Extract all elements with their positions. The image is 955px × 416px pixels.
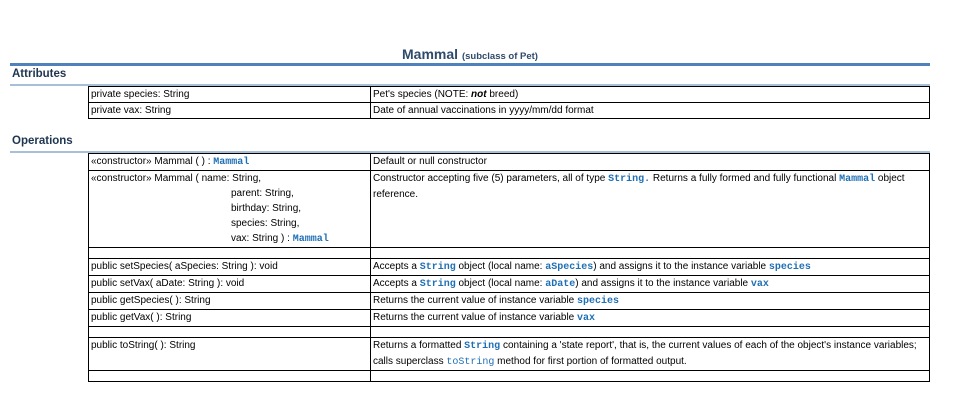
operation-description: Returns the current value of instance variable species	[371, 293, 930, 310]
attribute-description: Date of annual vaccinations in yyyy/mm/dd format	[371, 103, 930, 119]
operation-description: Returns the current value of instance variable vax	[371, 310, 930, 327]
table-row-spacer	[89, 327, 930, 338]
operations-table	[88, 153, 930, 382]
operation-signature: public getSpecies( ): String	[89, 293, 371, 310]
operation-signature: «constructor» Mammal ( ) : Mammal	[89, 154, 371, 171]
table-row	[89, 154, 930, 171]
table-row	[89, 171, 930, 248]
table-row-spacer	[89, 371, 930, 382]
attribute-description: Pet's species (NOTE: not breed)	[371, 87, 930, 103]
table-row	[89, 276, 930, 293]
title-rule	[10, 63, 930, 66]
operation-description: Returns a formatted String containing a 'state report', that is, the current values of each of the object's instance variables; calls superclass toString method for first portion of formatted output.	[371, 338, 930, 371]
table-row	[89, 259, 930, 276]
param-species: species: String,	[231, 218, 300, 229]
class-subtitle: (subclass of Pet)	[461, 51, 538, 62]
table-row	[89, 338, 930, 371]
table-row	[89, 310, 930, 327]
param-parent: parent: String,	[231, 188, 294, 199]
emphasis-not: not	[471, 89, 487, 100]
class-name: Mammal	[402, 46, 459, 62]
operation-signature: «constructor» Mammal ( name: String, parent: String, birthday: String, species: String, vax: String ) : Mammal	[89, 171, 371, 248]
operation-signature: public getVax( ): String	[89, 310, 371, 327]
return-type: Mammal	[213, 157, 250, 168]
operation-signature: public setVax( aDate: String ): void	[89, 276, 371, 293]
table-row	[89, 87, 930, 103]
operation-description: Accepts a String object (local name: aDate) and assigns it to the instance variable vax	[371, 276, 930, 293]
operation-description: Default or null constructor	[371, 154, 930, 171]
table-row	[89, 293, 930, 310]
attributes-table	[88, 86, 930, 119]
param-birthday: birthday: String,	[231, 203, 302, 214]
attribute-signature: private species: String	[89, 87, 371, 103]
class-title	[0, 46, 940, 62]
operation-signature: public setSpecies( aSpecies: String ): void	[89, 259, 371, 276]
param-vax: vax: String ) : Mammal	[231, 233, 329, 245]
operations-heading: Operations	[12, 135, 73, 147]
return-type: Mammal	[292, 234, 329, 245]
operation-description: Constructor accepting five (5) parameters, all of type String. Returns a fully formed and fully functional Mammal object reference.	[371, 171, 930, 248]
attributes-heading: Attributes	[12, 68, 67, 80]
attribute-signature: private vax: String	[89, 103, 371, 119]
operation-description: Accepts a String object (local name: aSpecies) and assigns it to the instance variable species	[371, 259, 930, 276]
operation-signature: public toString( ): String	[89, 338, 371, 371]
table-row-spacer	[89, 248, 930, 259]
table-row	[89, 103, 930, 119]
